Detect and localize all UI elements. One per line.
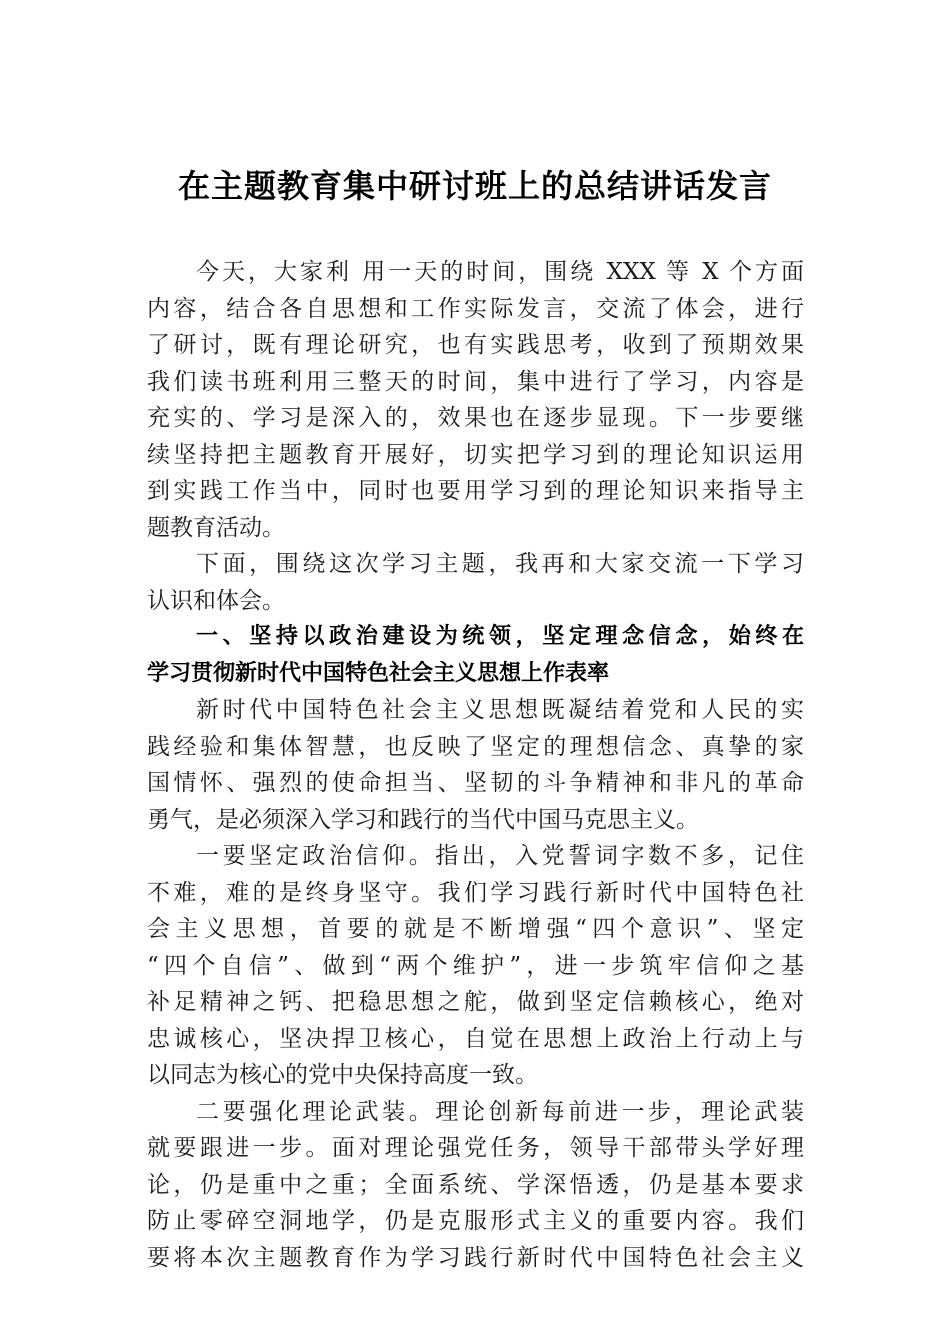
text-line: 以同志为核心的党中央保持高度一致。	[147, 1062, 538, 1088]
text-line: 一要坚定政治信仰。指出，入党誓词字数不多，记住	[196, 843, 804, 869]
document-body	[147, 254, 804, 1276]
document-title: 在主题教育集中研讨班上的总结讲话发言	[177, 167, 772, 205]
section-heading: 学习贯彻新时代中国特色社会主义思想上作表率	[147, 660, 610, 686]
text-line: 题教育活动。	[147, 514, 285, 541]
section-heading: 一、坚持以政治建设为统领，坚定理念信念，始终在	[196, 624, 804, 649]
text-line: 国情怀、强烈的使命担当、坚韧的斗争精神和非凡的革命	[147, 770, 804, 796]
text-line: 勇气，是必须深入学习和践行的当代中国马克思主义。	[147, 806, 699, 833]
text-line: 内容，结合各自思想和工作实际发言，交流了体会，进行	[147, 295, 804, 322]
text-line: 补足精神之钙、把稳思想之舵，做到坚定信赖核心，绝对	[147, 989, 804, 1015]
text-line: 会主义思想，首要的就是不断增强“四个意识”、坚定	[147, 916, 804, 942]
text-line: 了研讨，既有理论研究，也有实践思考，收到了预期效果	[147, 332, 804, 358]
text-line: 新时代中国特色社会主义思想既凝结着党和人民的实	[196, 697, 804, 723]
text-line: 续坚持把主题教育开展好，切实把学习到的理论知识运用	[147, 441, 804, 468]
text-line: 防止零碎空洞地学，仍是克服形式主义的重要内容。我们	[147, 1208, 804, 1234]
text-line: 不难，难的是终身坚守。我们学习践行新时代中国特色社	[147, 879, 804, 906]
text-line: 下面，围绕这次学习主题，我再和大家交流一下学习	[196, 551, 804, 577]
text-line: “四个自信”、做到“两个维护”，进一步筑牢信仰之基	[147, 952, 804, 979]
text-line: 今天，大家利 用一天的时间，围绕 XXX 等 X 个方面	[196, 259, 804, 285]
text-line: 论，仍是重中之重；全面系统、学深悟透，仍是基本要求	[147, 1171, 804, 1198]
text-line: 我们读书班利用三整天的时间，集中进行了学习，内容是	[147, 368, 804, 395]
text-line: 认识和体会。	[147, 587, 285, 614]
text-line: 忠诚核心，坚决捍卫核心，自觉在思想上政治上行动上与	[147, 1025, 804, 1052]
text-line: 二要强化理论武装。理论创新每前进一步，理论武装	[196, 1098, 804, 1125]
text-line: 到实践工作当中，同时也要用学习到的理论知识来指导主	[147, 478, 804, 504]
text-line: 践经验和集体智慧，也反映了坚定的理想信念、真挚的家	[147, 733, 804, 760]
text-line: 就要跟进一步。面对理论强党任务，领导干部带头学好理	[147, 1135, 804, 1161]
text-line: 充实的、学习是深入的，效果也在逐步显现。下一步要继	[147, 405, 804, 431]
text-line: 要将本次主题教育作为学习践行新时代中国特色社会主义	[147, 1244, 804, 1271]
